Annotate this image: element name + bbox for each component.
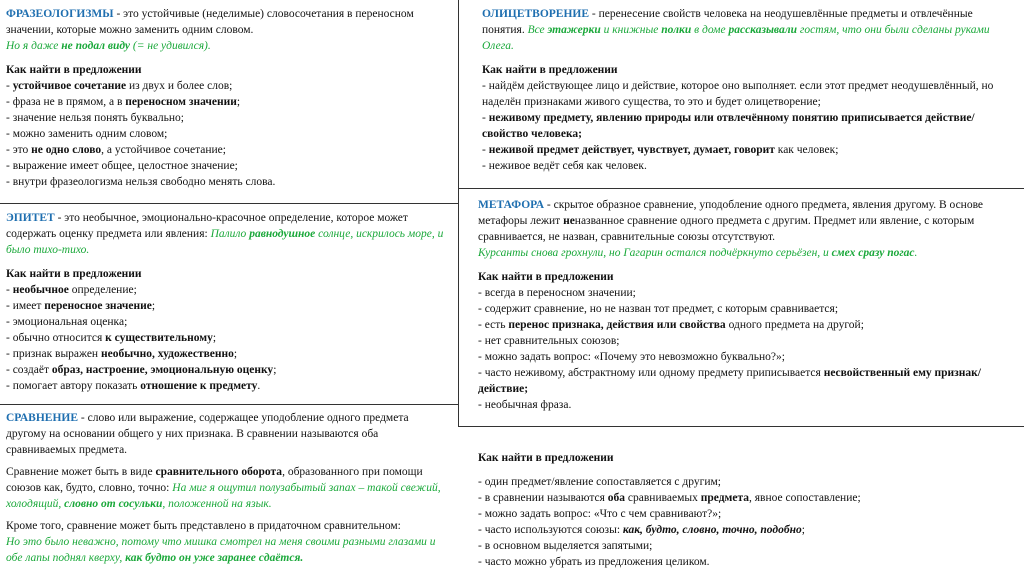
personification-example: Все этажерки и книжные полки в доме рассказывали гостям, что они были сделаны руками Олега.: [482, 24, 990, 52]
comparison-clause-example: Но это было неважно, потому что мишка смотрел на меня своими разными глазами и обе лапы поднял кверху, как будто он уже заранее сдаётся.: [6, 536, 436, 564]
metaphor-list: [478, 285, 1006, 413]
phraseologisms-title: ФРАЗЕОЛОГИЗМЫ: [6, 8, 114, 20]
metaphor-example: Курсанты снова грохнули, но Гагарин остался подчёркнуто серьёзен, и смех сразу погас.: [478, 247, 918, 259]
personification-definition: ОЛИЦЕТВОРЕНИЕ - перенесение свойств человека на неодушевлённые предметы и отвлечённые понятия. Все этажерки и книжные полки в доме рассказывали гостям, что они были сделаны руками Олега.: [482, 8, 990, 52]
comparison-how-list: [478, 474, 1006, 570]
list-item: - признак выражен необычно, художественно;: [6, 348, 238, 360]
epithet-title: ЭПИТЕТ: [6, 212, 55, 224]
comparison-how-section: [478, 450, 1006, 570]
comparison-section: [6, 410, 451, 566]
list-item: - можно задать вопрос: «Почему это невозможно буквально?»;: [478, 351, 785, 363]
list-item: - устойчивое сочетание из двух и более слов;: [6, 80, 233, 92]
metaphor-title: МЕТАФОРА: [478, 199, 545, 211]
list-item: - помогает автору показать отношение к предмету.: [6, 380, 261, 392]
list-item: - содержит сравнение, но не назван тот предмет, с которым сравнивается;: [478, 303, 839, 315]
divider-3: [458, 188, 1024, 189]
phraseologisms-definition: ФРАЗЕОЛОГИЗМЫ - это устойчивые (неделимые) словосочетания в переносном значении, которые можно заменить одним словом.: [6, 8, 414, 36]
metaphor-definition: МЕТАФОРА - скрытое образное сравнение, уподобление одного предмета, явления другому. В основе метафоры лежит неназванное сравнение одного предмета с другим. Предмет или явление, с которым сравнивается, не назван, сравнительные союзы отсутствуют.: [478, 199, 984, 243]
personification-how-heading: Как найти в предложении: [482, 64, 618, 76]
list-item: - можно заменить одним словом;: [6, 128, 168, 140]
list-item: - необычная фраза.: [478, 399, 572, 411]
comparison-clause: Кроме того, сравнение может быть представлено в придаточном сравнительном:: [6, 520, 401, 532]
epithet-list: [6, 282, 451, 394]
column-divider: [458, 0, 459, 426]
list-item: - часто используются союзы: как, будто, словно, точно, подобно;: [478, 524, 805, 536]
comparison-oborot: Сравнение может быть в виде сравнительного оборота, образованного при помощи союзов как, будто, словно, точно: На миг я ощутил полузабытый запах – такой свежий, холодящий, словно от сосульки, положенной на язык.: [6, 466, 441, 510]
divider-2: [0, 404, 458, 405]
list-item: - неживому предмету, явлению природы или отвлечённому понятию приписывается действие/свойство человека;: [482, 112, 975, 140]
list-item: - всегда в переносном значении;: [478, 287, 636, 299]
list-item: - часто неживому, абстрактному или одному предмету приписывается несвойственный ему признак/действие;: [478, 367, 981, 395]
epithet-definition: ЭПИТЕТ - это необычное, эмоционально-красочное определение, которое может содержать оценку предмета или явления: Палило равнодушное солнце, искрилось море, и было тихо-тихо.: [6, 212, 444, 256]
divider-1: [0, 203, 458, 204]
list-item: - найдём действующее лицо и действие, которое оно выполняет. если этот предмет неодушевлённый, но наделён признаками живого существа, то это и будет олицетворение;: [482, 80, 994, 108]
list-item: - значение нельзя понять буквально;: [6, 112, 184, 124]
list-item: - неживое ведёт себя как человек.: [482, 160, 647, 172]
epithet-how-heading: Как найти в предложении: [6, 268, 142, 280]
epithet-example: Палило равнодушное солнце, искрилось море, и было тихо-тихо.: [6, 228, 444, 256]
list-item: - это не одно слово, а устойчивое сочетание;: [6, 144, 226, 156]
list-item: - нет сравнительных союзов;: [478, 335, 620, 347]
personification-title: ОЛИЦЕТВОРЕНИЕ: [482, 8, 590, 20]
list-item: - необычное определение;: [6, 284, 137, 296]
list-item: - можно задать вопрос: «Что с чем сравнивают?»;: [478, 508, 722, 520]
divider-4: [458, 426, 1024, 427]
list-item: - один предмет/явление сопоставляется с другим;: [478, 476, 721, 488]
personification-list: [482, 78, 1002, 174]
personification-section: [482, 6, 1002, 174]
phraseologisms-section: [6, 6, 451, 190]
list-item: - обычно относится к существительному;: [6, 332, 217, 344]
list-item: - есть перенос признака, действия или свойства одного предмета на другой;: [478, 319, 864, 331]
list-item: - в основном выделяется запятыми;: [478, 540, 653, 552]
list-item: - неживой предмет действует, чувствует, думает, говорит как человек;: [482, 144, 839, 156]
list-item: - имеет переносное значение;: [6, 300, 156, 312]
epithet-section: [6, 210, 451, 394]
list-item: - в сравнении называются оба сравниваемых предмета, явное сопоставление;: [478, 492, 861, 504]
list-item: - фраза не в прямом, а в переносном значении;: [6, 96, 241, 108]
list-item: - создаёт образ, настроение, эмоциональную оценку;: [6, 364, 277, 376]
metaphor-how-heading: Как найти в предложении: [478, 271, 614, 283]
list-item: - эмоциональная оценка;: [6, 316, 128, 328]
list-item: - часто можно убрать из предложения целиком.: [478, 556, 710, 568]
phraseologisms-example: Но я даже не подал виду (= не удивился).: [6, 40, 211, 52]
phraseologisms-list: [6, 78, 451, 190]
list-item: - выражение имеет общее, целостное значение;: [6, 160, 238, 172]
comparison-how-heading: Как найти в предложении: [478, 452, 614, 464]
list-item: - внутри фразеологизма нельзя свободно менять слова.: [6, 176, 276, 188]
comparison-title: СРАВНЕНИЕ: [6, 412, 79, 424]
comparison-definition: СРАВНЕНИЕ - слово или выражение, содержащее уподобление одного предмета другому на основании общего у них признака. В сравнении называются оба сравниваемых предмета.: [6, 412, 409, 456]
phraseologisms-how-heading: Как найти в предложении: [6, 64, 142, 76]
metaphor-section: [478, 197, 1006, 413]
